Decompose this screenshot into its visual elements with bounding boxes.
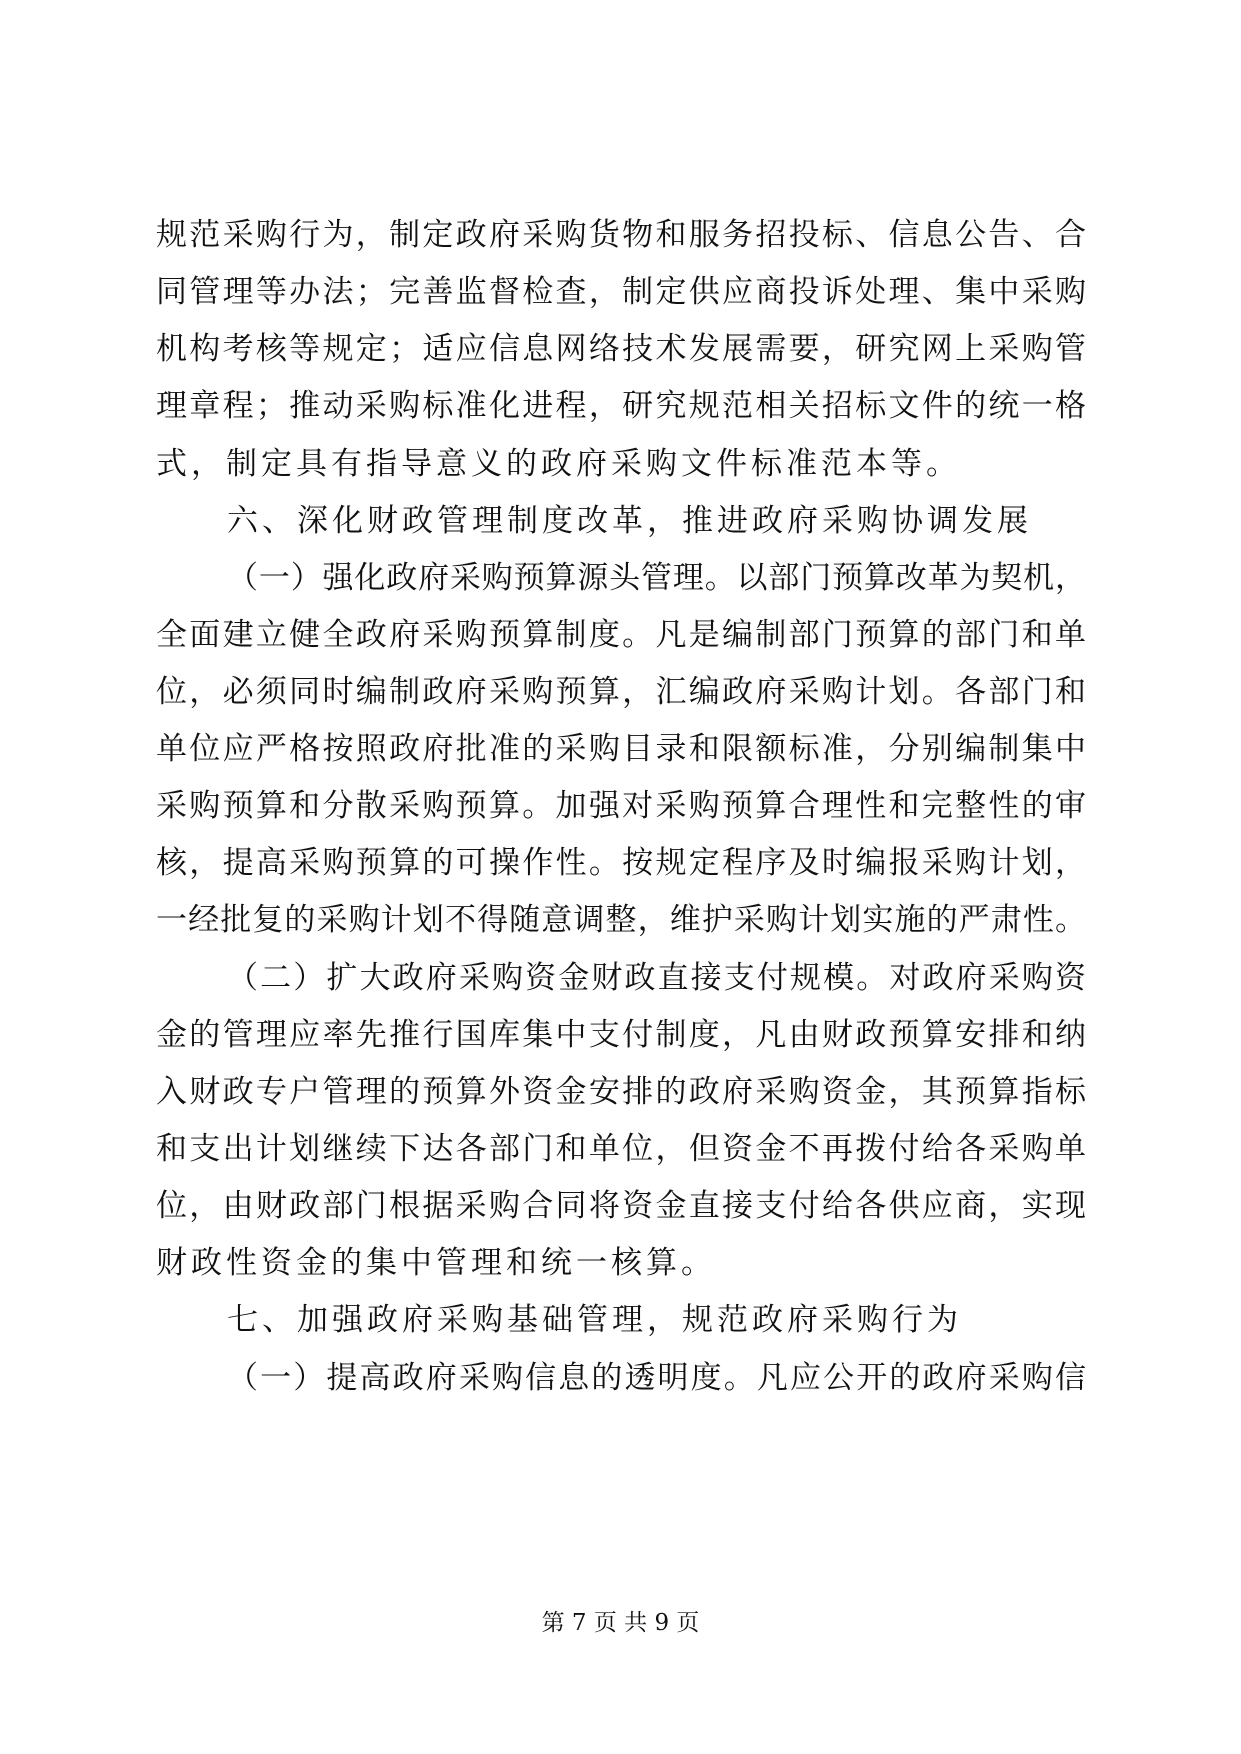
text-line: 单位应严格按照政府批准的采购目录和限额标准，分别编制集中 [156, 731, 1086, 767]
text-line: （一）强化政府采购预算源头管理。以部门预算改革为契机， [227, 560, 1086, 596]
text-line: 采购预算和分散采购预算。加强对采购预算合理性和完整性的审 [156, 788, 1086, 824]
page-footer: 第 7 页 共 9 页 [541, 1610, 700, 1636]
text-line: 规范采购行为，制定政府采购货物和服务招投标、信息公告、合 [156, 217, 1086, 253]
text-line: 同管理等办法；完善监督检查，制定供应商投诉处理、集中采购 [156, 274, 1086, 310]
text-line: 金的管理应率先推行国库集中支付制度，凡由财政预算安排和纳 [156, 1017, 1086, 1053]
text-line: 财政性资金的集中管理和统一核算。 [156, 1245, 716, 1281]
text-line: 位，由财政部门根据采购合同将资金直接支付给各供应商，实现 [156, 1188, 1086, 1224]
text-line: 和支出计划继续下达各部门和单位，但资金不再拨付给各采购单 [156, 1131, 1086, 1167]
text-line: 核，提高采购预算的可操作性。按规定程序及时编报采购计划， [156, 845, 1086, 881]
text-line: （二）扩大政府采购资金财政直接支付规模。对政府采购资 [227, 960, 1086, 996]
text-line: 理章程；推动采购标准化进程，研究规范相关招标文件的统一格 [156, 388, 1086, 424]
text-line: 入财政专户管理的预算外资金安排的政府采购资金，其预算指标 [156, 1074, 1086, 1110]
text-line: （一）提高政府采购信息的透明度。凡应公开的政府采购信 [227, 1360, 1086, 1396]
text-line: 机构考核等规定；适应信息网络技术发展需要，研究网上采购管 [156, 331, 1086, 367]
text-line: 全面建立健全政府采购预算制度。凡是编制部门预算的部门和单 [156, 617, 1086, 653]
text-line: 一经批复的采购计划不得随意调整，维护采购计划实施的严肃性。 [156, 902, 1086, 938]
text-line: 位，必须同时编制政府采购预算，汇编政府采购计划。各部门和 [156, 674, 1086, 710]
text-line: 式，制定具有指导意义的政府采购文件标准范本等。 [156, 446, 961, 482]
section-heading: 六、深化财政管理制度改革，推进政府采购协调发展 [227, 503, 1032, 539]
section-heading: 七、加强政府采购基础管理，规范政府采购行为 [227, 1302, 962, 1338]
